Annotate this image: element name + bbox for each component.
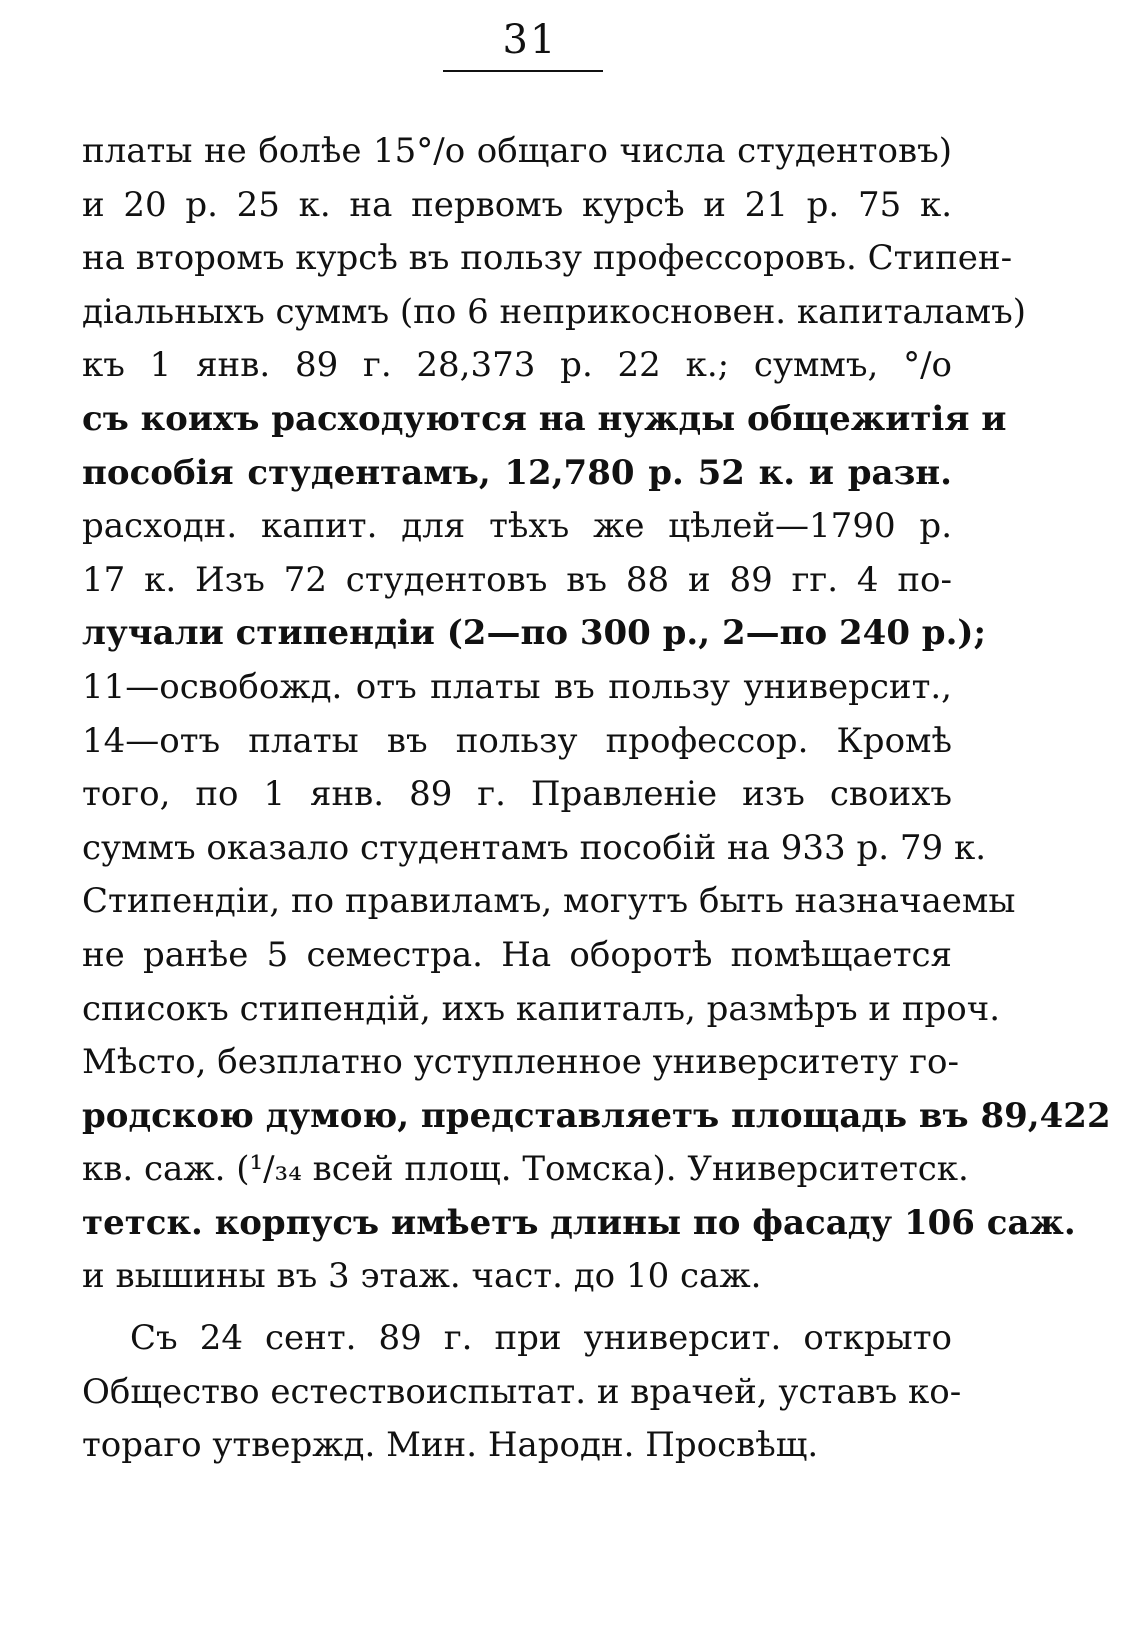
text-line: и 20 р. 25 к. на первомъ курсѣ и 21 р. 75 к. [82,184,952,225]
text-line: не ранѣе 5 семестра. На оборотѣ помѣщается [82,934,952,975]
paragraph-gap [82,1304,952,1312]
text-line: на второмъ курсѣ въ пользу профессоровъ. Стипен- [82,238,1013,279]
text-line: платы не болѣе 15°/о общаго числа студентовъ) [82,131,952,171]
text-line: расходн. капит. для тѣхъ же цѣлей—1790 р. [82,506,952,547]
text-line: Съ 24 сент. 89 г. при университ. открыто [130,1318,952,1359]
text-line: и вышины въ 3 этаж. част. до 10 саж. [82,1256,762,1297]
text-line: съ коихъ расходуются на нужды общежитія и [82,398,1007,439]
text-line: діальныхъ суммъ (по 6 неприкосновен. капиталамъ) [82,291,1026,332]
text-line: къ 1 янв. 89 г. 28,373 р. 22 к.; суммъ, °/о [82,345,952,386]
body-text [82,125,1111,1473]
text-line: пособія студентамъ, 12,780 р. 52 к. и разн. [82,452,952,493]
text-line: 14—отъ платы въ пользу профессор. Кромѣ [82,720,952,761]
text-line: того, по 1 янв. 89 г. Правленіе изъ своихъ [82,774,952,815]
text-line: тораго утвержд. Мин. Народн. Просвѣщ. [82,1425,819,1466]
text-line: 11—освобожд. отъ платы въ пользу университ., [82,666,952,707]
text-line: кв. саж. (¹/₃₄ всей площ. Томска). Университетск. [82,1149,969,1190]
text-line: суммъ оказало студентамъ пособій на 933 р. 79 к. [82,827,987,868]
header-rule [443,70,603,72]
text-line: Мѣсто, безплатно уступленное университету го- [82,1042,960,1083]
text-line: лучали стипендіи (2—по 300 р., 2—по 240 р.); [82,613,987,654]
text-line: Общество естествоиспытат. и врачей, уставъ ко- [82,1371,962,1412]
text-line: родскою думою, представляетъ площадь въ 89,422 [82,1095,1111,1136]
text-line: списокъ стипендій, ихъ капиталъ, размѣръ и проч. [82,988,1001,1029]
text-line: Стипендіи, по правиламъ, могутъ быть назначаемы [82,881,1016,922]
page-number: 31 [502,17,558,63]
text-line: тетск. корпусъ имѣетъ длины по фасаду 106 саж. [82,1202,1076,1243]
paragraph-2 [82,1312,962,1473]
text-line: 17 к. Изъ 72 студентовъ въ 88 и 89 гг. 4 по- [82,559,952,600]
paragraph-1 [82,125,1111,1304]
